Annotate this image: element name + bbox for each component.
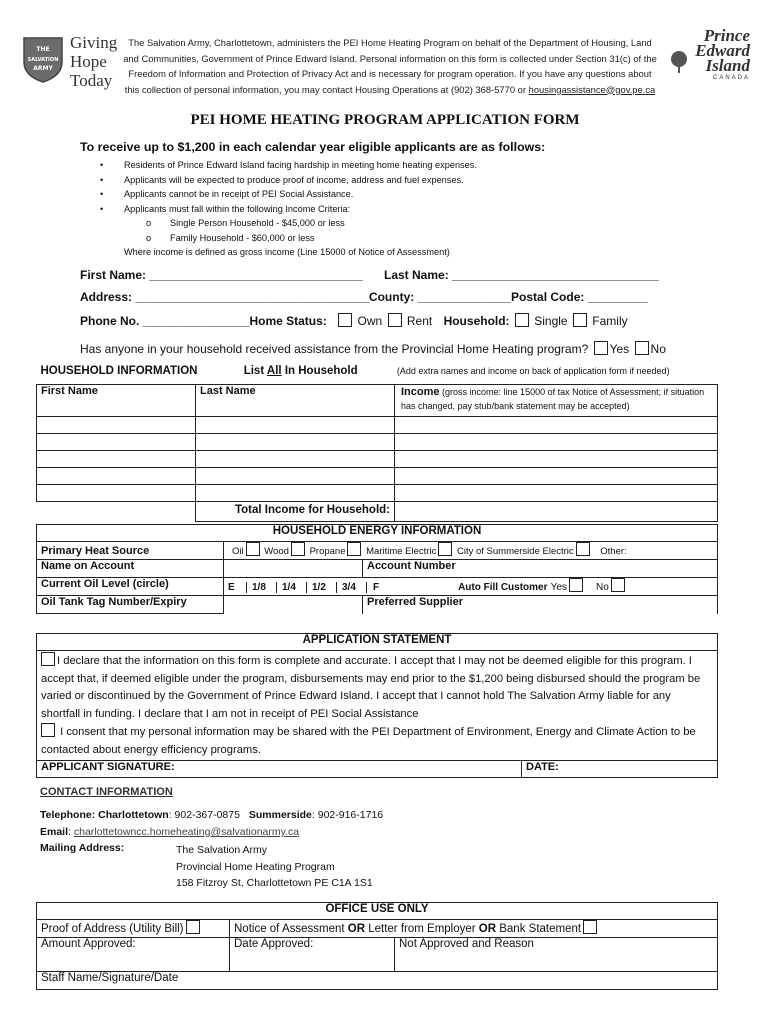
list-all-label: List All In Household	[243, 365, 358, 377]
table-row[interactable]	[37, 416, 718, 433]
family-label: Family	[592, 314, 628, 328]
declaration-paragraph: I declare that the information on this form is complete and accurate. I accept that I may not be deemed eligible for this program. I accept that, if deemed eligible under the program, disbursements may end prior to the $1,200 being disbursed should the program be varied or discontinued by the Government of Prince Edward Island. I accept that I cannot hold The Salvation Army liable for any shortfall in funding. I declare that I am not in receipt of PEI Social Assistance	[41, 652, 713, 723]
name-on-account-cell[interactable]	[224, 560, 363, 578]
household-label: Household:	[443, 314, 510, 328]
sub-list-item: o Family Household - $60,000 or less	[146, 232, 315, 243]
wood-checkbox[interactable]	[291, 542, 305, 556]
own-label: Own	[357, 314, 383, 328]
table-row[interactable]	[37, 467, 718, 484]
auto-fill-yes-checkbox[interactable]	[569, 578, 583, 592]
prior-question: Has anyone in your household received assistance from the Provincial Home Heating program?	[80, 342, 589, 356]
application-statement-table	[36, 633, 718, 778]
col-last-name: Last Name	[196, 384, 395, 416]
energy-title: HOUSEHOLD ENERGY INFORMATION	[37, 525, 718, 542]
phone-row	[80, 313, 628, 328]
proof-address-checkbox[interactable]	[186, 920, 200, 934]
total-income-label: Total Income for Household:	[196, 501, 395, 521]
contact-email-link[interactable]: charlottetowncc.homeheating@salvationarmy.ca	[73, 826, 300, 838]
level-option[interactable]: 1/8	[247, 582, 277, 593]
single-label: Single	[534, 314, 568, 328]
auto-fill-no-label: No	[595, 582, 609, 593]
preferred-supplier-label[interactable]: Preferred Supplier	[363, 596, 718, 614]
primary-heat-label: Primary Heat Source	[37, 542, 224, 560]
mailing-address: The Salvation Army Provincial Home Heating Program 158 Fitzroy St, Charlottetown PE C1A 1S1	[176, 844, 373, 889]
table-row[interactable]	[37, 450, 718, 467]
energy-table	[36, 524, 718, 614]
first-name-field[interactable]: First Name: ________________________________	[80, 268, 363, 282]
household-table	[36, 365, 718, 522]
housing-email-link[interactable]: housingassistance@gov.pe.ca	[528, 83, 656, 95]
auto-fill-yes-label: Yes	[550, 582, 567, 593]
amount-approved-field[interactable]: Amount Approved:	[37, 938, 230, 972]
oil-level-label: Current Oil Level (circle)	[37, 578, 224, 596]
oil-checkbox[interactable]	[246, 542, 260, 556]
consent-paragraph: I consent that my personal information may be shared with the PEI Department of Environment, Energy and Climate Action to be contacted about energy efficiency programs.	[41, 723, 713, 759]
extra-names-note: (Add extra names and income on back of application form if needed)	[396, 366, 670, 376]
prior-assistance-row	[80, 341, 666, 356]
contact-heading: CONTACT INFORMATION	[40, 786, 173, 798]
income-note: Where income is defined as gross income (Line 15000 of Notice of Assessment)	[124, 247, 450, 257]
tank-tag-cell[interactable]	[224, 596, 363, 614]
last-name-field[interactable]: Last Name: _______________________________	[384, 268, 659, 282]
rent-checkbox[interactable]	[388, 313, 402, 327]
statement-title: APPLICATION STATEMENT	[37, 634, 718, 651]
sub-list-item: o Single Person Household - $45,000 or less	[146, 218, 345, 228]
notice-checkbox[interactable]	[583, 920, 597, 934]
level-option[interactable]: 3/4	[337, 582, 367, 593]
mailing-label: Mailing Address:	[40, 842, 125, 854]
summerside-electric-checkbox[interactable]	[576, 542, 590, 556]
name-on-account-label: Name on Account	[37, 560, 224, 578]
auto-fill-label: Auto Fill Customer	[458, 582, 548, 593]
list-item: • Applicants must fall within the following Income Criteria:	[100, 203, 351, 214]
total-income-cell[interactable]	[395, 501, 718, 521]
declaration-checkbox[interactable]	[41, 652, 55, 666]
proof-address-cell: Proof of Address (Utility Bill)	[37, 920, 230, 938]
oil-level-options	[224, 578, 718, 596]
form-title: PEI HOME HEATING PROGRAM APPLICATION FORM	[190, 112, 580, 128]
auto-fill-no-checkbox[interactable]	[611, 578, 625, 592]
not-approved-field[interactable]: Not Approved and Reason	[395, 938, 718, 972]
level-option[interactable]: 1/4	[277, 582, 307, 593]
tank-tag-label: Oil Tank Tag Number/Expiry	[37, 596, 224, 614]
shield-text-1: THE	[36, 46, 50, 53]
eligibility-heading: To receive up to $1,200 in each calendar year eligible applicants are as follows:	[80, 140, 546, 154]
maritime-electric-checkbox[interactable]	[438, 542, 452, 556]
intro-paragraph: The Salvation Army, Charlottetown, administers the PEI Home Heating Program on behalf of the Department of Housing, Land and Communities, Government of Prince Edward Island. Personal information on this form is collected under Section 31(c) of the Freedom of Information and Protection of Privacy Act and is necessary for program operation. If you have any questions about this collection of personal information, you may contact Housing Operations at (902) 368-5770 or housingassistance@gov.pe.ca	[123, 37, 657, 95]
staff-signature-field[interactable]: Staff Name/Signature/Date	[37, 972, 718, 990]
consent-checkbox[interactable]	[41, 723, 55, 737]
address-field[interactable]: Address: ___________________________________County: ______________Postal Code: _________	[80, 290, 648, 304]
prior-no-checkbox[interactable]	[635, 341, 649, 355]
office-title: OFFICE USE ONLY	[37, 903, 718, 920]
prior-no-label: No	[650, 342, 666, 356]
office-use-table	[36, 902, 718, 990]
salvation-army-shield-logo	[22, 34, 64, 84]
col-income: Income (gross income: line 15000 of tax Notice of Assessment; if situation has changed, pay stub/bank statement may be accepted)	[395, 384, 718, 416]
level-option[interactable]: F	[373, 582, 380, 593]
list-item: • Residents of Prince Edward Island facing hardship in meeting home heating expenses.	[100, 160, 477, 170]
applicant-signature-field[interactable]: APPLICANT SIGNATURE:	[37, 761, 522, 778]
brand-tagline: Giving Hope Today	[70, 33, 118, 90]
account-number-label[interactable]: Account Number	[363, 560, 718, 578]
tree-icon	[668, 50, 690, 74]
table-row[interactable]	[37, 484, 718, 501]
family-checkbox[interactable]	[573, 313, 587, 327]
own-checkbox[interactable]	[338, 313, 352, 327]
email-line: Email: charlottetowncc.homeheating@salvationarmy.ca	[40, 826, 300, 838]
col-first-name: First Name	[37, 384, 196, 416]
shield-text-3: ARMY	[33, 65, 53, 72]
prior-yes-checkbox[interactable]	[594, 341, 608, 355]
household-table-title: HOUSEHOLD INFORMATION	[40, 365, 198, 377]
date-approved-field[interactable]: Date Approved:	[230, 938, 395, 972]
pei-logo: Prince Edward Island CANADA	[668, 28, 750, 86]
list-item: • Applicants cannot be in receipt of PEI Social Assistance.	[100, 189, 354, 199]
prior-yes-label: Yes	[609, 342, 630, 356]
notice-assessment-cell: Notice of Assessment OR Letter from Employer OR Bank Statement	[230, 920, 718, 938]
rent-label: Rent	[406, 314, 433, 328]
table-row[interactable]	[37, 433, 718, 450]
propane-checkbox[interactable]	[347, 542, 361, 556]
statement-body	[37, 651, 718, 761]
level-option[interactable]: 1/2	[307, 582, 337, 593]
single-checkbox[interactable]	[515, 313, 529, 327]
list-item: • Applicants will be expected to produce proof of income, address and fuel expenses.	[100, 174, 464, 185]
eligibility-list	[100, 158, 477, 260]
shield-text-2: SALVATION	[27, 57, 59, 63]
date-field[interactable]: DATE:	[522, 761, 718, 778]
phone-field[interactable]: Phone No. ________________Home Status:	[80, 314, 327, 328]
heat-source-options: Oil Wood Propane Maritime Electric City of Summerside Electric Other:	[224, 542, 718, 560]
level-option[interactable]: E	[224, 582, 247, 593]
telephone-line: Telephone: Charlottetown: 902-367-0875 Summerside: 902-916-1716	[40, 809, 384, 821]
